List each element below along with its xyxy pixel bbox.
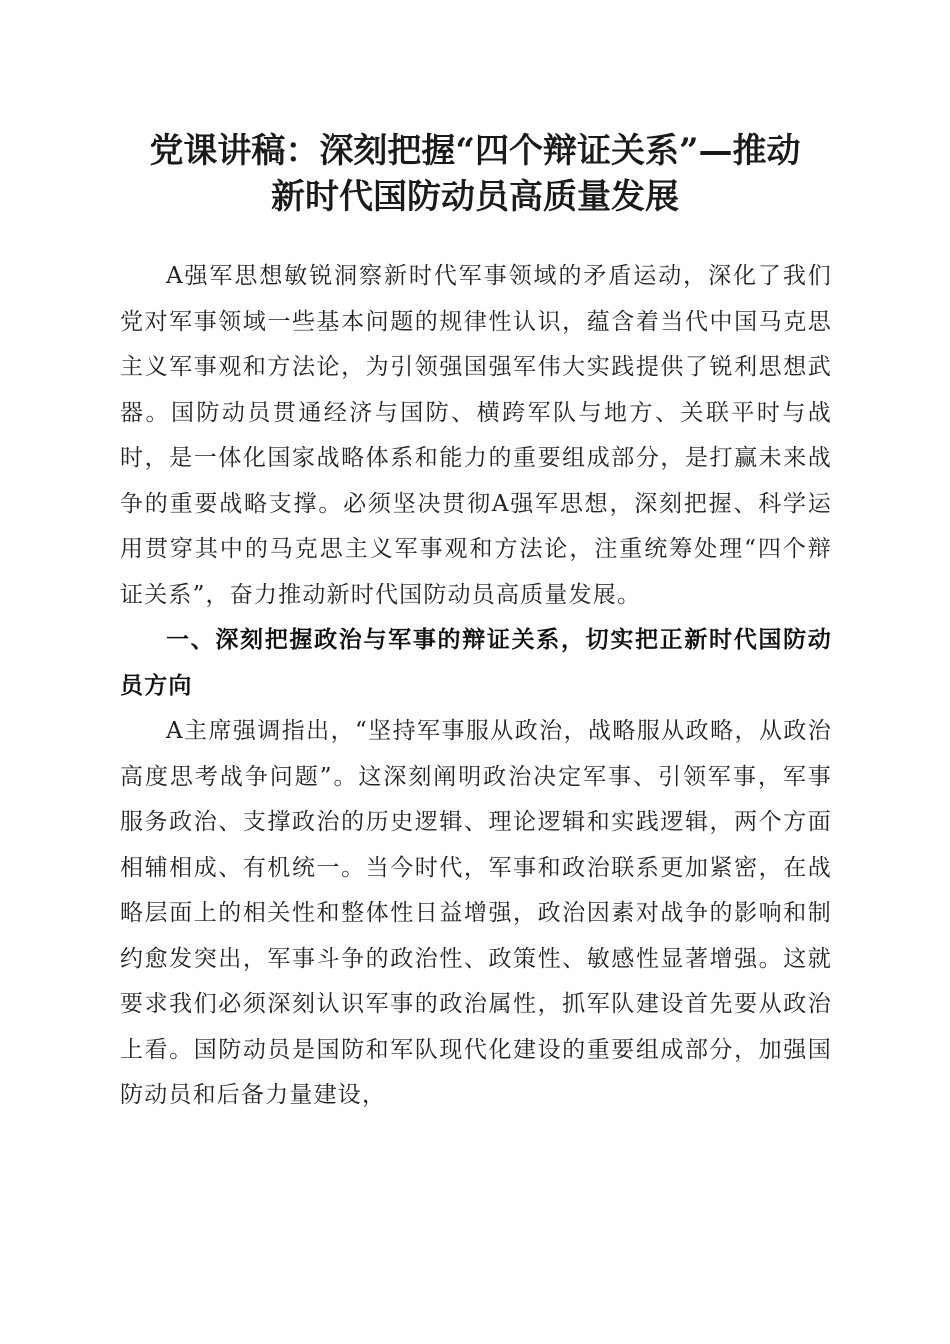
title-line-1: 党课讲稿：深刻把握“四个辩证关系”—推动: [149, 131, 801, 171]
title-line-2: 新时代国防动员高质量发展: [271, 177, 679, 217]
document-title: [0, 128, 950, 220]
paragraph-section-1: A主席强调指出，“坚持军事服从政治，战略服从政略，从政治高度思考战争问题”。这深刻阐明政治决定军事、引领军事，军事服务政治、支撑政治的历史逻辑、理论逻辑和实践逻辑，两个方面相辅相成、有机统一。当今时代，军事和政治联系更加紧密，在战略层面上的相关性和整体性日益增强，政治因素对战争的影响和制约愈发突出，军事斗争的政治性、政策性、敏感性显著增强。这就要求我们必须深刻认识军事的政治属性，抓军队建设首先要从政治上看。国防动员是国防和军队现代化建设的重要组成部分，加强国防动员和后备力量建设，: [120, 718, 832, 1108]
paragraph-intro: A强军思想敏锐洞察新时代军事领域的矛盾运动，深化了我们党对军事领域一些基本问题的规律性认识，蕴含着当代中国马克思主义军事观和方法论，为引领强国强军伟大实践提供了锐利思想武器。国防动员贯通经济与国防、横跨军队与地方、关联平时与战时，是一体化国家战略体系和能力的重要组成部分，是打赢未来战争的重要战略支撑。必须坚决贯彻A强军思想，深刻把握、科学运用贯穿其中的马克思主义军事观和方法论，注重统筹处理“四个辩证关系”，奋力推动新时代国防动员高质量发展。: [120, 263, 832, 608]
document-body: [120, 254, 832, 1119]
section-heading-1: 一、深刻把握政治与军事的辩证关系，切实把正新时代国防动员方向: [120, 627, 832, 699]
